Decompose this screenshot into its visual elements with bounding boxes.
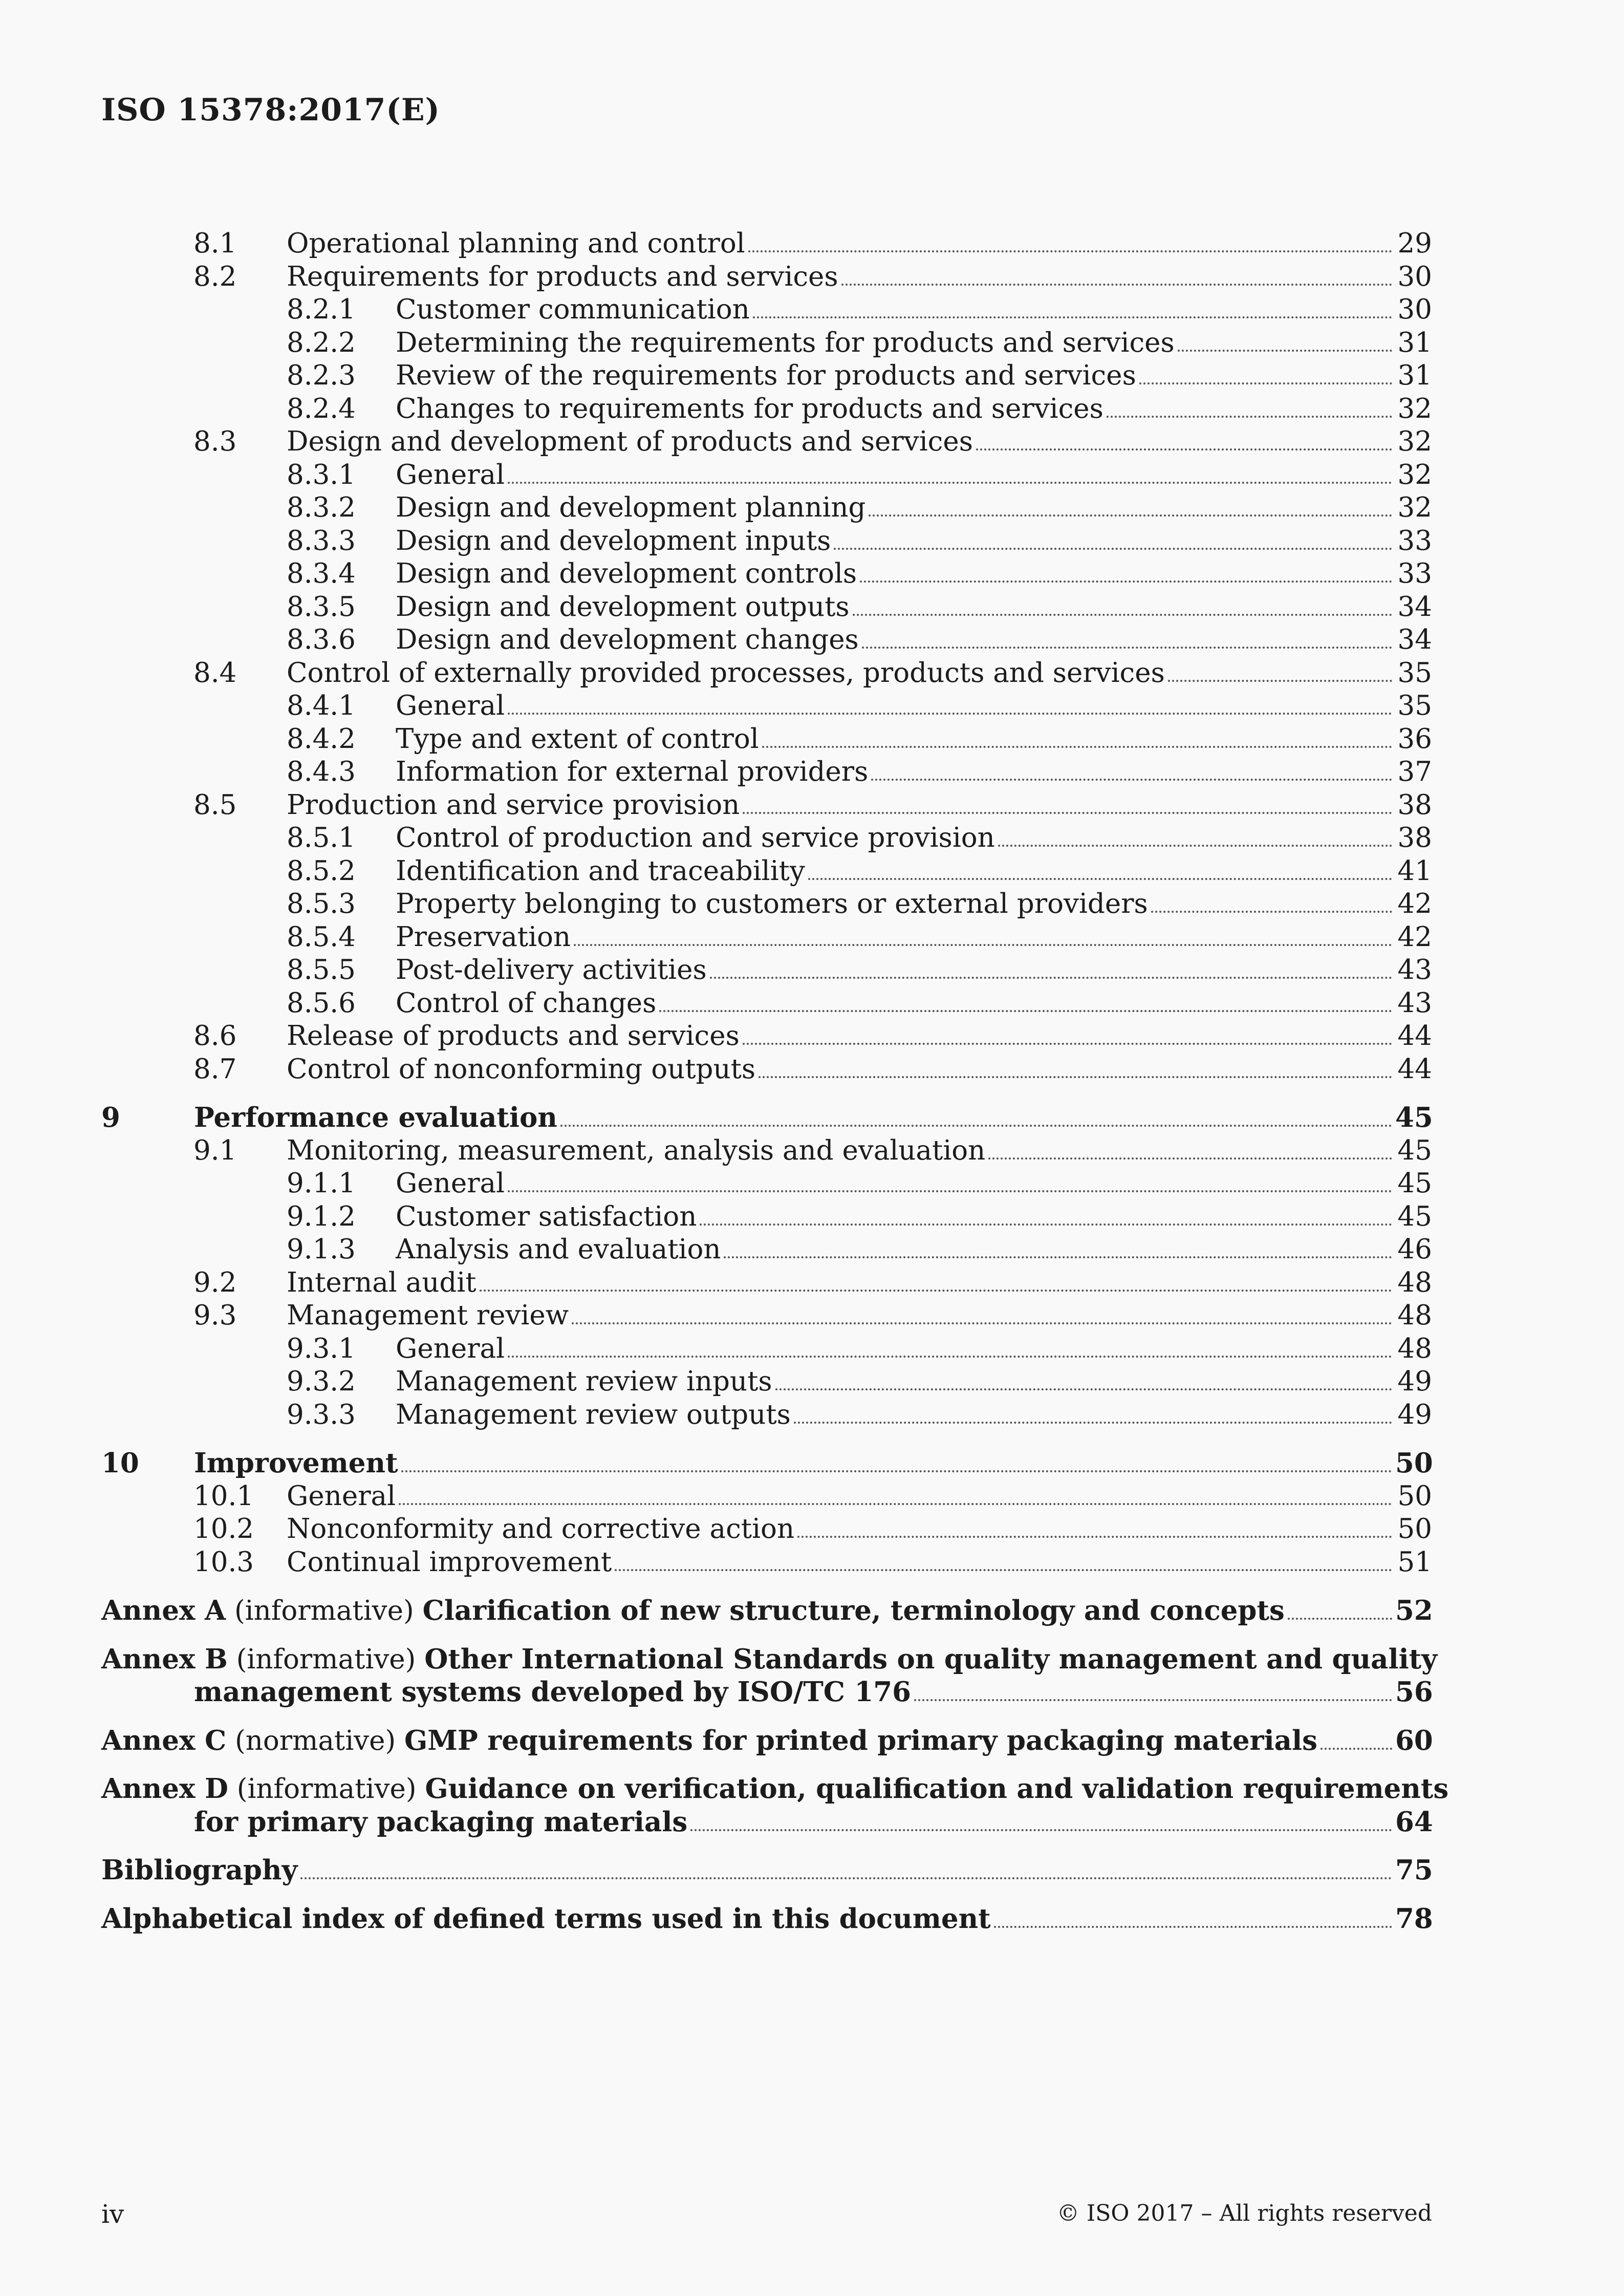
toc-entry-title: General	[396, 1168, 505, 1199]
toc-annex-title-wrap	[101, 1724, 1395, 1758]
toc-entry-title-wrap	[396, 359, 1395, 393]
annex-title: Guidance on verification, qualification and validation requirements	[425, 1773, 1449, 1805]
dot-leader	[988, 1157, 1392, 1160]
document-header-title: ISO 15378:2017(E)	[101, 92, 440, 128]
toc-entry-title-wrap	[287, 1267, 1395, 1300]
toc-annex-line	[101, 1643, 1438, 1676]
toc-entry-page: 29	[1397, 228, 1432, 259]
toc-entry-title: Operational planning and control	[287, 228, 745, 259]
toc-entry-page: 48	[1397, 1267, 1432, 1298]
toc-entry-title: Management review outputs	[396, 1399, 791, 1430]
toc-entry-number: 9.2	[193, 1267, 237, 1298]
toc-entry-number: 10.2	[193, 1513, 254, 1544]
toc-entry-page: 48	[1397, 1333, 1432, 1364]
dot-leader	[808, 878, 1392, 880]
table-of-contents	[101, 227, 1449, 1935]
toc-entry-title: Improvement	[194, 1447, 398, 1479]
toc-entry[interactable]	[101, 1365, 1432, 1399]
toc-entry-number: 10.1	[193, 1480, 254, 1512]
toc-entry-title: Control of externally provided processes, products and services	[287, 657, 1165, 689]
toc-entry-number: 9.3.1	[287, 1333, 356, 1364]
toc-entry-title-wrap	[287, 1546, 1395, 1579]
toc-entry-number: 8.4	[193, 657, 237, 689]
toc-entry-page: 50	[1397, 1480, 1432, 1512]
annex-title: Clarification of new structure, terminology and concepts	[422, 1595, 1285, 1626]
toc-entry[interactable]	[101, 359, 1432, 393]
toc-entry[interactable]	[101, 1134, 1432, 1168]
dot-leader	[976, 448, 1392, 450]
toc-entry-number: 9.1	[193, 1134, 237, 1166]
dot-leader	[508, 1356, 1392, 1358]
toc-entry[interactable]	[101, 855, 1432, 888]
footer-copyright: © ISO 2017 – All rights reserved	[1056, 2200, 1432, 2226]
toc-entry[interactable]	[101, 756, 1432, 789]
toc-entry[interactable]	[101, 822, 1432, 855]
toc-entry-title-wrap	[396, 525, 1395, 558]
toc-annex-heading	[101, 1772, 1448, 1806]
toc-entry[interactable]	[101, 327, 1432, 360]
annex-label: Annex B	[101, 1643, 228, 1675]
toc-entry-title-wrap	[396, 327, 1395, 360]
toc-entry-page: 46	[1397, 1234, 1432, 1265]
toc-entry-page: 32	[1397, 492, 1432, 523]
toc-entry-page: 33	[1397, 558, 1432, 589]
toc-entry-number: 8.2	[193, 261, 237, 292]
toc-entry-title-wrap	[396, 1399, 1395, 1432]
toc-entry-title: General	[396, 690, 505, 721]
toc-entry-page: 34	[1397, 591, 1432, 623]
toc-entry-title-wrap	[287, 1020, 1395, 1053]
toc-entry-page: 52	[1395, 1595, 1433, 1626]
toc-entry-title: Requirements for products and services	[287, 261, 838, 292]
toc-entry-number: 10	[101, 1447, 139, 1479]
toc-entry-page: 32	[1397, 426, 1432, 457]
toc-entry-title: Post-delivery activities	[396, 954, 707, 985]
dot-leader	[690, 1829, 1392, 1831]
toc-entry-title-wrap	[396, 1333, 1395, 1366]
annex-label: Annex A	[101, 1595, 226, 1626]
dot-leader	[572, 1322, 1392, 1324]
toc-entry[interactable]	[101, 624, 1432, 657]
toc-entry-title: Analysis and evaluation	[396, 1234, 721, 1265]
dot-leader	[862, 647, 1392, 649]
dot-leader	[1320, 1748, 1392, 1750]
toc-entry-title: Type and extent of control	[396, 723, 759, 755]
toc-entry-number: 8.2.4	[287, 393, 356, 424]
toc-entry[interactable]	[101, 261, 1432, 294]
toc-entry-title-wrap	[396, 921, 1395, 954]
toc-entry[interactable]	[101, 1200, 1432, 1234]
toc-entry-title-wrap	[396, 1233, 1395, 1267]
dot-leader	[724, 1256, 1392, 1258]
annex-status: (normative)	[235, 1725, 396, 1756]
toc-entry-title-wrap	[396, 855, 1395, 888]
toc-entry-title: Design and development inputs	[396, 525, 831, 556]
toc-entry-number: 8.3.4	[287, 558, 356, 589]
toc-entry-number: 8.5.5	[287, 954, 356, 985]
dot-leader	[710, 977, 1392, 979]
toc-entry-page: 48	[1397, 1300, 1432, 1331]
toc-entry-number: 8.1	[193, 228, 237, 259]
toc-entry[interactable]	[101, 227, 1432, 261]
toc-entry[interactable]	[101, 1267, 1432, 1300]
dot-leader	[762, 746, 1392, 748]
toc-entry-number: 9.3.2	[287, 1366, 356, 1397]
toc-entry-page: 38	[1397, 789, 1432, 821]
toc-entry-page: 49	[1397, 1399, 1432, 1430]
toc-entry-title-wrap	[287, 789, 1395, 822]
toc-entry[interactable]	[101, 1480, 1432, 1513]
toc-entry-title-wrap	[396, 822, 1395, 855]
dot-leader	[300, 1877, 1392, 1879]
toc-annex-heading	[101, 1594, 1285, 1628]
toc-entry-page: 38	[1397, 822, 1432, 853]
toc-entry[interactable]	[101, 1447, 1432, 1480]
toc-entry-page: 32	[1397, 393, 1432, 424]
toc-entry[interactable]	[101, 1546, 1432, 1579]
toc-annex-title-wrap	[101, 1643, 1438, 1677]
toc-annex-line	[101, 1594, 1432, 1627]
toc-entry-number: 8.3.5	[287, 591, 356, 623]
toc-entry[interactable]	[101, 425, 1432, 459]
toc-entry-title-wrap	[396, 987, 1395, 1020]
dot-leader	[480, 1290, 1392, 1292]
toc-entry-title-wrap	[101, 1902, 1395, 1936]
dot-leader	[841, 284, 1392, 286]
toc-entry-title-wrap	[101, 1854, 1395, 1887]
toc-entry-title: Property belonging to customers or external providers	[396, 888, 1148, 919]
dot-leader	[794, 1422, 1392, 1424]
toc-entry[interactable]	[101, 921, 1432, 954]
toc-entry-number: 8.4.3	[287, 756, 356, 787]
toc-entry-title-wrap	[194, 1447, 1395, 1480]
toc-entry-number: 9.1.2	[287, 1200, 356, 1232]
toc-entry-number: 8.2.1	[287, 294, 356, 325]
toc-entry-page: 44	[1397, 1020, 1432, 1052]
dot-leader	[508, 482, 1392, 484]
toc-entry-title-wrap	[287, 657, 1395, 690]
toc-entry[interactable]	[101, 1020, 1432, 1053]
toc-entry-page: 41	[1397, 855, 1432, 887]
toc-entry[interactable]	[101, 954, 1432, 987]
toc-entry[interactable]	[101, 491, 1432, 525]
toc-entry-title: Performance evaluation	[194, 1102, 557, 1133]
toc-entry-title-wrap	[287, 1053, 1395, 1086]
dot-leader	[401, 1470, 1392, 1472]
toc-annex-title-wrap	[101, 1594, 1395, 1628]
toc-entry-title-wrap	[287, 1480, 1395, 1513]
toc-entry-number: 9	[101, 1102, 120, 1133]
toc-annex-line	[101, 1724, 1432, 1757]
toc-entry[interactable]	[101, 1399, 1432, 1432]
toc-entry-page: 37	[1397, 756, 1432, 787]
toc-entry-title: General	[287, 1480, 396, 1512]
toc-entry[interactable]	[101, 789, 1432, 822]
toc-entry-page: 45	[1397, 1134, 1432, 1166]
toc-backmatter-entry[interactable]	[101, 1854, 1432, 1887]
toc-entry-title-wrap	[396, 624, 1395, 657]
toc-entry-number: 8.3.2	[287, 492, 356, 523]
dot-leader	[748, 250, 1392, 252]
toc-entry-page: 56	[1395, 1676, 1433, 1708]
dot-leader	[743, 812, 1392, 814]
toc-entry-title-wrap	[396, 293, 1395, 327]
toc-entry-number: 8.3	[193, 426, 237, 457]
toc-entry-page: 30	[1397, 261, 1432, 292]
toc-entry-title-wrap	[396, 954, 1395, 987]
dot-leader	[700, 1224, 1392, 1226]
toc-entry[interactable]	[101, 1513, 1432, 1546]
toc-entry-page: 43	[1397, 954, 1432, 985]
toc-entry-page: 45	[1397, 1168, 1432, 1199]
dot-leader	[871, 779, 1392, 781]
toc-entry-number: 8.4.2	[287, 723, 356, 755]
toc-entry-number: 8.6	[193, 1020, 237, 1052]
toc-entry-number: 8.7	[193, 1053, 237, 1085]
annex-status: (informative)	[236, 1643, 416, 1675]
footer-page-number: iv	[101, 2199, 124, 2229]
toc-entry-page: 42	[1397, 888, 1432, 919]
toc-entry-title: Production and service provision	[287, 789, 740, 821]
toc-entry-page: 42	[1397, 921, 1432, 953]
toc-entry[interactable]	[101, 1333, 1432, 1366]
dot-leader	[1107, 416, 1392, 418]
toc-entry-title-wrap	[287, 425, 1395, 459]
toc-entry-title: Identification and traceability	[396, 855, 805, 887]
toc-entry-title: Review of the requirements for products and services	[396, 360, 1136, 391]
toc-entry-title-wrap	[396, 723, 1395, 756]
toc-annex-entry[interactable]	[101, 1594, 1432, 1627]
toc-entry-page: 35	[1397, 657, 1432, 689]
dot-leader	[1178, 350, 1392, 352]
toc-entry-title: Design and development outputs	[396, 591, 850, 623]
toc-entry[interactable]	[101, 723, 1432, 756]
toc-entry-number: 8.5.3	[287, 888, 356, 919]
toc-annex-entry[interactable]	[101, 1643, 1438, 1709]
annex-title-continued: for primary packaging materials	[194, 1806, 688, 1838]
toc-entry-title: Monitoring, measurement, analysis and evaluation	[287, 1134, 986, 1166]
toc-annex-heading	[101, 1643, 1437, 1677]
toc-entry-title: General	[396, 1333, 505, 1364]
toc-entry[interactable]	[101, 591, 1432, 624]
toc-entry-title: Determining the requirements for products and services	[396, 327, 1175, 358]
dot-leader	[508, 1190, 1392, 1192]
toc-entry[interactable]	[101, 1233, 1432, 1267]
toc-entry-title: General	[396, 459, 505, 490]
toc-entry-title-wrap	[287, 227, 1395, 261]
toc-entry-title: Internal audit	[287, 1267, 477, 1298]
toc-entry-title: Design and development of products and services	[287, 426, 973, 457]
annex-title-continued: management systems developed by ISO/TC 176	[194, 1676, 912, 1708]
toc-entry-title-wrap	[396, 393, 1395, 426]
toc-entry-title: Control of nonconforming outputs	[287, 1053, 756, 1085]
dot-leader	[775, 1388, 1392, 1390]
toc-entry-page: 45	[1397, 1200, 1432, 1232]
dot-leader	[797, 1536, 1392, 1538]
toc-entry-page: 43	[1397, 987, 1432, 1019]
toc-annex-line-continued	[101, 1806, 1432, 1839]
toc-entry-title-wrap	[396, 888, 1395, 921]
toc-entry-page: 50	[1395, 1447, 1433, 1479]
toc-entry-title: Management review inputs	[396, 1366, 772, 1397]
toc-entry-title: Bibliography	[101, 1854, 298, 1886]
toc-entry-title-wrap	[396, 1365, 1395, 1399]
toc-annex-title-wrap	[194, 1676, 1395, 1709]
toc-entry-page: 51	[1397, 1546, 1432, 1578]
toc-entry-number: 9.3	[193, 1300, 237, 1331]
toc-entry-title: Nonconformity and corrective action	[287, 1513, 795, 1544]
toc-entry-page: 30	[1397, 294, 1432, 325]
toc-entry-title: Changes to requirements for products and services	[396, 393, 1103, 424]
toc-entry[interactable]	[101, 1101, 1432, 1134]
dot-leader	[1151, 911, 1392, 913]
toc-entry-title: Design and development controls	[396, 558, 857, 589]
toc-entry[interactable]	[101, 1053, 1432, 1086]
toc-entry-number: 8.5.4	[287, 921, 356, 953]
toc-entry-title-wrap	[396, 1200, 1395, 1234]
toc-entry-title: Control of changes	[396, 987, 657, 1019]
toc-entry[interactable]	[101, 293, 1432, 327]
toc-entry-page: 31	[1397, 360, 1432, 391]
toc-entry-title: Control of production and service provision	[396, 822, 995, 853]
toc-entry[interactable]	[101, 393, 1432, 426]
toc-entry-number: 8.2.3	[287, 360, 356, 391]
toc-annex-entry[interactable]	[101, 1772, 1449, 1838]
toc-entry[interactable]	[101, 657, 1432, 690]
toc-entry-title-wrap	[287, 1299, 1395, 1333]
toc-entry-title-wrap	[396, 756, 1395, 789]
dot-leader	[914, 1699, 1392, 1701]
annex-label: Annex D	[101, 1773, 228, 1805]
toc-annex-title-wrap	[194, 1806, 1395, 1839]
toc-entry-number: 8.5	[193, 789, 237, 821]
toc-entry-page: 78	[1395, 1902, 1433, 1935]
toc-entry-page: 33	[1397, 525, 1432, 556]
toc-entry-page: 44	[1397, 1053, 1432, 1085]
dot-leader	[753, 316, 1392, 318]
dot-leader	[759, 1076, 1392, 1078]
dot-leader	[615, 1569, 1392, 1571]
toc-annex-title-wrap	[101, 1772, 1449, 1806]
toc-entry-page: 34	[1397, 624, 1432, 655]
annex-title: Other International Standards on quality management and quality	[424, 1643, 1438, 1675]
dot-leader	[508, 713, 1392, 715]
toc-entry-number: 8.3.3	[287, 525, 356, 556]
dot-leader	[994, 1926, 1392, 1928]
toc-entry-title: Design and development planning	[396, 492, 866, 523]
toc-entry-title-wrap	[287, 1134, 1395, 1168]
dot-leader	[1139, 382, 1392, 384]
toc-entry[interactable]	[101, 525, 1432, 558]
annex-status: (informative)	[234, 1595, 414, 1626]
toc-entry-title: Customer satisfaction	[396, 1200, 697, 1232]
toc-entry-number: 8.2.2	[287, 327, 356, 358]
toc-entry-title-wrap	[396, 557, 1395, 591]
toc-entry-title-wrap	[396, 491, 1395, 525]
toc-entry-title: Continual improvement	[287, 1546, 612, 1578]
toc-entry-title-wrap	[396, 690, 1395, 723]
toc-entry[interactable]	[101, 459, 1432, 492]
dot-leader	[1288, 1618, 1392, 1620]
toc-entry-page: 35	[1397, 690, 1432, 721]
toc-entry-title: Preservation	[396, 921, 571, 953]
toc-entry-number: 10.3	[193, 1546, 254, 1578]
toc-entry[interactable]	[101, 1299, 1432, 1333]
dot-leader	[399, 1503, 1392, 1505]
toc-entry-number: 8.5.2	[287, 855, 356, 887]
toc-annex-line-continued	[101, 1676, 1432, 1709]
annex-status: (informative)	[236, 1773, 417, 1805]
toc-entry-title: Management review	[287, 1300, 569, 1331]
toc-entry-page: 75	[1395, 1854, 1433, 1886]
toc-annex-line	[101, 1772, 1449, 1806]
toc-entry[interactable]	[101, 987, 1432, 1020]
toc-entry-page: 64	[1395, 1806, 1433, 1838]
annex-label: Annex C	[101, 1724, 227, 1756]
toc-entry-title: Alphabetical index of defined terms used in this document	[101, 1902, 991, 1935]
toc-backmatter-entry[interactable]	[101, 1902, 1432, 1936]
toc-entry-number: 8.5.1	[287, 822, 356, 853]
toc-entry-number: 9.1.3	[287, 1234, 356, 1265]
dot-leader	[574, 944, 1392, 946]
dot-leader	[743, 1043, 1392, 1045]
dot-leader	[869, 514, 1392, 517]
toc-entry-title-wrap	[194, 1101, 1395, 1134]
toc-entry-title-wrap	[396, 459, 1395, 492]
toc-entry-page: 45	[1395, 1102, 1433, 1133]
toc-entry-page: 50	[1397, 1513, 1432, 1544]
toc-entry-page: 32	[1397, 459, 1432, 490]
toc-entry-title-wrap	[287, 261, 1395, 294]
toc-entry-title: Information for external providers	[396, 756, 869, 787]
toc-annex-heading	[101, 1724, 1317, 1758]
toc-entry-title: Release of products and services	[287, 1020, 740, 1052]
toc-entry-number: 8.3.1	[287, 459, 356, 490]
toc-entry-page: 31	[1397, 327, 1432, 358]
toc-entry-number: 9.1.1	[287, 1168, 356, 1199]
dot-leader	[1168, 680, 1392, 682]
toc-entry-title-wrap	[287, 1513, 1395, 1546]
toc-entry[interactable]	[101, 888, 1432, 921]
toc-entry-title-wrap	[396, 1167, 1395, 1200]
dot-leader	[560, 1125, 1392, 1127]
dot-leader	[659, 1010, 1392, 1012]
dot-leader	[834, 548, 1392, 550]
toc-annex-entry[interactable]	[101, 1724, 1432, 1757]
toc-entry-number: 8.4.1	[287, 690, 356, 721]
toc-entry[interactable]	[101, 690, 1432, 723]
toc-entry-number: 8.3.6	[287, 624, 356, 655]
toc-entry-page: 49	[1397, 1366, 1432, 1397]
toc-entry-number: 8.5.6	[287, 987, 356, 1019]
toc-entry-page: 36	[1397, 723, 1432, 755]
toc-entry[interactable]	[101, 1167, 1432, 1200]
dot-leader	[860, 581, 1392, 583]
annex-title: GMP requirements for printed primary packaging materials	[404, 1724, 1317, 1756]
toc-entry-title: Customer communication	[396, 294, 750, 325]
dot-leader	[998, 845, 1392, 847]
dot-leader	[853, 614, 1392, 616]
toc-entry-title-wrap	[396, 591, 1395, 624]
toc-entry[interactable]	[101, 557, 1432, 591]
toc-entry-page: 60	[1395, 1724, 1433, 1756]
toc-entry-number: 9.3.3	[287, 1399, 356, 1430]
toc-entry-title: Design and development changes	[396, 624, 859, 655]
